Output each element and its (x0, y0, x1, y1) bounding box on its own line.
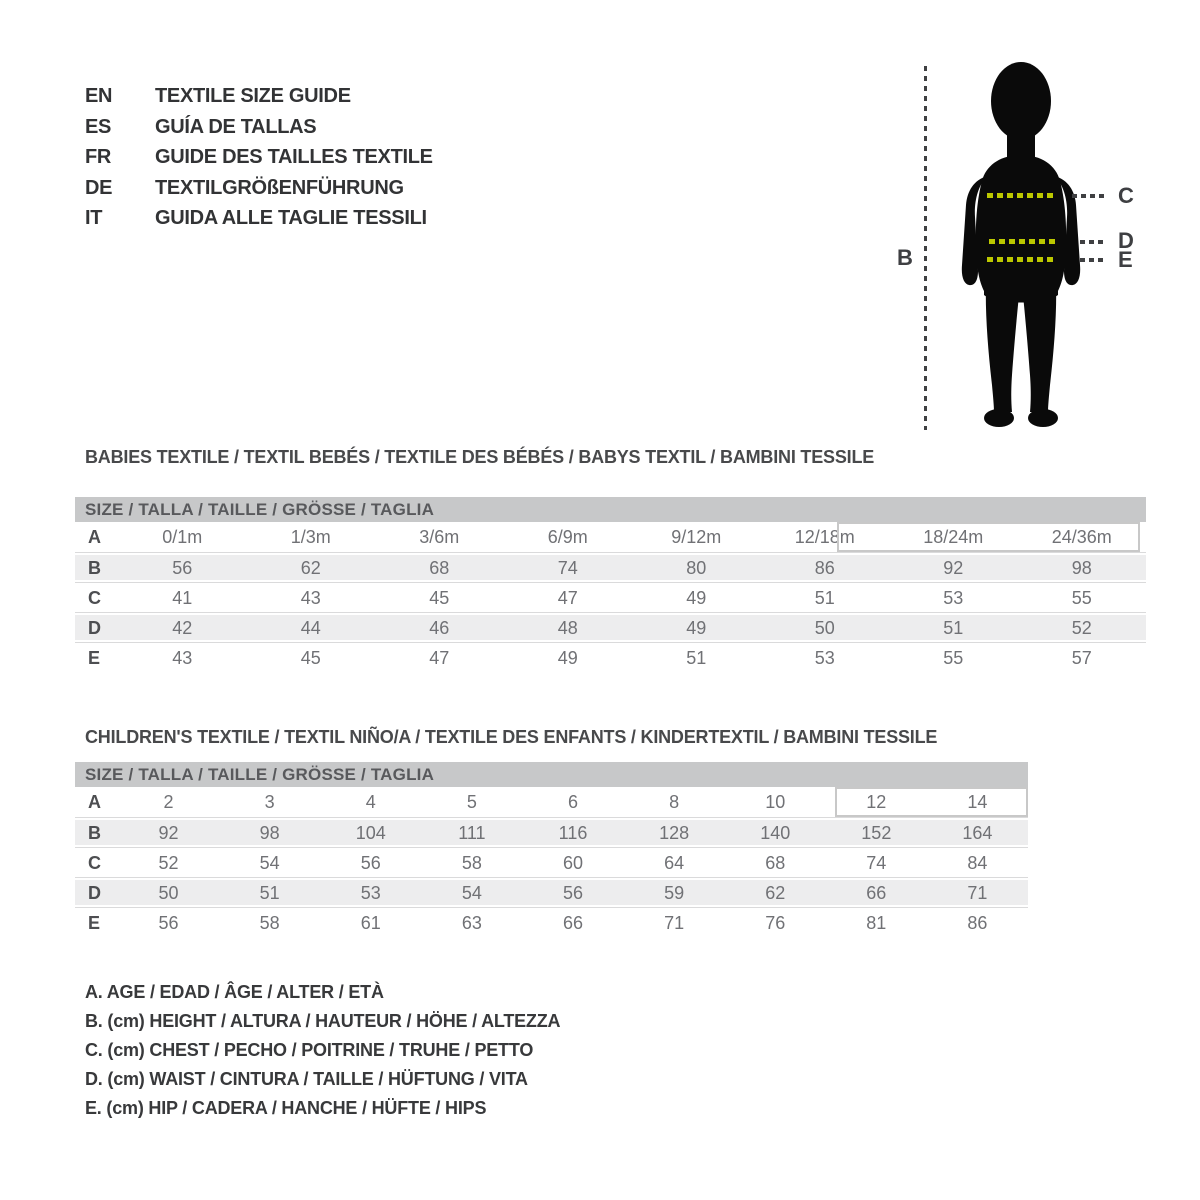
size-cell: 53 (814, 648, 835, 668)
size-cell: 51 (259, 883, 280, 903)
size-cell: 12/18m (794, 527, 855, 547)
legend-item-waist: D. (cm) WAIST / CINTURA / TAILLE / HÜFTUNG / VITA (85, 1069, 528, 1089)
size-cell: 56 (158, 913, 179, 933)
size-cell: 54 (461, 883, 482, 903)
size-cell: 63 (461, 913, 482, 933)
size-cell: 55 (943, 648, 964, 668)
language-code: FR (85, 146, 112, 168)
language-code: DE (85, 176, 113, 199)
size-cell: 56 (562, 883, 583, 903)
size-cell: 64 (664, 853, 685, 873)
size-cell: 41 (172, 588, 193, 608)
table-row-C (75, 847, 1028, 877)
waist-measure-line (989, 239, 1055, 244)
size-cell: 62 (765, 883, 786, 903)
size-cell: 68 (765, 853, 786, 873)
table-row-C (75, 582, 1146, 612)
language-row (85, 173, 433, 204)
size-cell: 43 (172, 648, 193, 668)
size-cell: 9/12m (671, 527, 722, 547)
waist-label: D (1118, 228, 1134, 253)
waist-leader-line (1080, 240, 1106, 244)
size-cell: 54 (259, 853, 280, 873)
row-label: C (88, 853, 101, 873)
size-cell: 6/9m (547, 527, 588, 547)
size-cell: 86 (814, 558, 835, 578)
language-title-block (85, 81, 433, 234)
size-cell: 47 (557, 588, 578, 608)
size-cell: 74 (557, 558, 578, 578)
size-cell: 80 (686, 558, 707, 578)
size-cell: 111 (458, 823, 486, 843)
chest-measure-line (987, 193, 1055, 198)
size-cell: 1/3m (290, 527, 331, 547)
size-cell: 52 (1071, 618, 1092, 638)
size-cell: 76 (765, 913, 786, 933)
guide-title: GUIDA ALLE TAGLIE TESSILI (155, 207, 427, 229)
size-cell: 5 (466, 792, 477, 812)
size-cell: 46 (429, 618, 450, 638)
size-cell: 98 (259, 823, 280, 843)
highlighted-size-box-children (835, 787, 1028, 817)
size-header-bar: SIZE / TALLA / TAILLE / GRÖSSE / TAGLIA (75, 762, 1028, 787)
size-cell: 14 (967, 792, 988, 812)
size-cell: 48 (557, 618, 578, 638)
size-cell: 104 (355, 823, 386, 843)
highlighted-size-box-babies (837, 522, 1140, 552)
measurement-legend (85, 978, 560, 1123)
size-cell: 56 (360, 853, 381, 873)
babies-table-title: BABIES TEXTILE / TEXTIL BEBÉS / TEXTILE DES BÉBÉS / BABYS TEXTIL / BAMBINI TESSILE (85, 447, 875, 467)
hip-label: E (1118, 247, 1133, 272)
row-label: A (88, 527, 101, 547)
size-cell: 42 (172, 618, 193, 638)
size-cell: 52 (158, 853, 179, 873)
language-row (85, 203, 433, 234)
size-cell: 98 (1071, 558, 1092, 578)
legend-item-chest: C. (cm) CHEST / PECHO / POITRINE / TRUHE / PETTO (85, 1040, 534, 1060)
legend-item-age: A. AGE / EDAD / ÂGE / ALTER / ETÀ (85, 982, 384, 1002)
size-cell: 55 (1071, 588, 1092, 608)
size-cell: 4 (365, 792, 376, 812)
size-cell: 59 (664, 883, 685, 903)
table-row-D (75, 877, 1028, 907)
table-row-B (75, 817, 1028, 847)
size-cell: 45 (429, 588, 450, 608)
size-cell: 51 (814, 588, 835, 608)
size-cell: 53 (360, 883, 381, 903)
size-cell: 51 (686, 648, 707, 668)
size-cell: 81 (866, 913, 887, 933)
table-row-D (75, 612, 1146, 642)
size-cell: 68 (429, 558, 450, 578)
size-cell: 71 (967, 883, 988, 903)
table-row-E (75, 642, 1146, 672)
size-cell: 49 (686, 588, 707, 608)
hip-measure-line (987, 257, 1054, 262)
size-cell: 66 (562, 913, 583, 933)
size-cell: 164 (962, 823, 993, 843)
size-cell: 2 (163, 792, 174, 812)
size-cell: 10 (765, 792, 786, 812)
guide-title: GUÍA DE TALLAS (155, 115, 317, 138)
size-cell: 140 (760, 823, 791, 843)
height-measure-line (924, 66, 927, 430)
language-row (85, 81, 433, 112)
row-label: D (88, 618, 101, 638)
language-row (85, 142, 433, 173)
row-label: D (88, 883, 101, 903)
size-cell: 116 (558, 823, 588, 843)
chest-label: C (1118, 183, 1134, 208)
size-cell: 6 (567, 792, 578, 812)
size-cell: 47 (429, 648, 450, 668)
row-label: E (88, 913, 101, 933)
legend-item-height: B. (cm) HEIGHT / ALTURA / HAUTEUR / HÖHE / ALTEZZA (85, 1011, 561, 1031)
size-cell: 71 (664, 913, 685, 933)
row-label: B (88, 823, 101, 843)
size-cell: 53 (943, 588, 964, 608)
language-code: EN (85, 85, 113, 107)
size-cell: 18/24m (923, 527, 984, 547)
hip-leader-line (1080, 258, 1106, 262)
size-cell: 74 (866, 853, 887, 873)
size-cell: 84 (967, 853, 988, 873)
size-cell: 62 (300, 558, 321, 578)
guide-title: TEXTILGRÖßENFÜHRUNG (155, 176, 404, 199)
size-cell: 60 (562, 853, 583, 873)
size-cell: 66 (866, 883, 887, 903)
size-cell: 50 (158, 883, 179, 903)
size-cell: 57 (1071, 648, 1092, 668)
size-cell: 51 (943, 618, 964, 638)
size-cell: 12 (866, 792, 887, 812)
size-cell: 86 (967, 913, 988, 933)
size-cell: 8 (669, 792, 680, 812)
size-cell: 58 (259, 913, 280, 933)
row-label: A (88, 792, 101, 812)
size-cell: 44 (300, 618, 321, 638)
size-cell: 92 (158, 823, 179, 843)
guide-title: GUIDE DES TAILLES TEXTILE (155, 146, 433, 168)
size-cell: 61 (360, 913, 381, 933)
size-cell: 43 (300, 588, 321, 608)
table-row-E (75, 907, 1028, 937)
size-cell: 3 (264, 792, 275, 812)
size-cell: 56 (172, 558, 193, 578)
chest-leader-line (1072, 194, 1106, 198)
child-silhouette-icon (945, 55, 1100, 435)
size-cell: 0/1m (162, 527, 203, 547)
size-cell: 152 (861, 823, 892, 843)
children-table-title: CHILDREN'S TEXTILE / TEXTIL NIÑO/A / TEXTILE DES ENFANTS / KINDERTEXTIL / BAMBINI TESSILE (85, 727, 938, 747)
height-label: B (897, 245, 913, 270)
row-label: C (88, 588, 101, 608)
language-code: ES (85, 115, 112, 138)
size-cell: 128 (659, 823, 690, 843)
guide-title: TEXTILE SIZE GUIDE (155, 85, 351, 107)
size-cell: 49 (557, 648, 578, 668)
language-code: IT (85, 207, 103, 229)
legend-item-hip: E. (cm) HIP / CADERA / HANCHE / HÜFTE / HIPS (85, 1098, 487, 1118)
language-row (85, 112, 433, 143)
size-header-bar: SIZE / TALLA / TAILLE / GRÖSSE / TAGLIA (75, 497, 1146, 522)
size-cell: 92 (943, 558, 964, 578)
size-cell: 50 (814, 618, 835, 638)
size-cell: 58 (461, 853, 482, 873)
size-cell: 3/6m (419, 527, 460, 547)
row-label: E (88, 648, 101, 668)
row-label: B (88, 558, 101, 578)
table-row-B (75, 552, 1146, 582)
size-cell: 24/36m (1051, 527, 1112, 547)
size-cell: 49 (686, 618, 707, 638)
size-cell: 45 (300, 648, 321, 668)
